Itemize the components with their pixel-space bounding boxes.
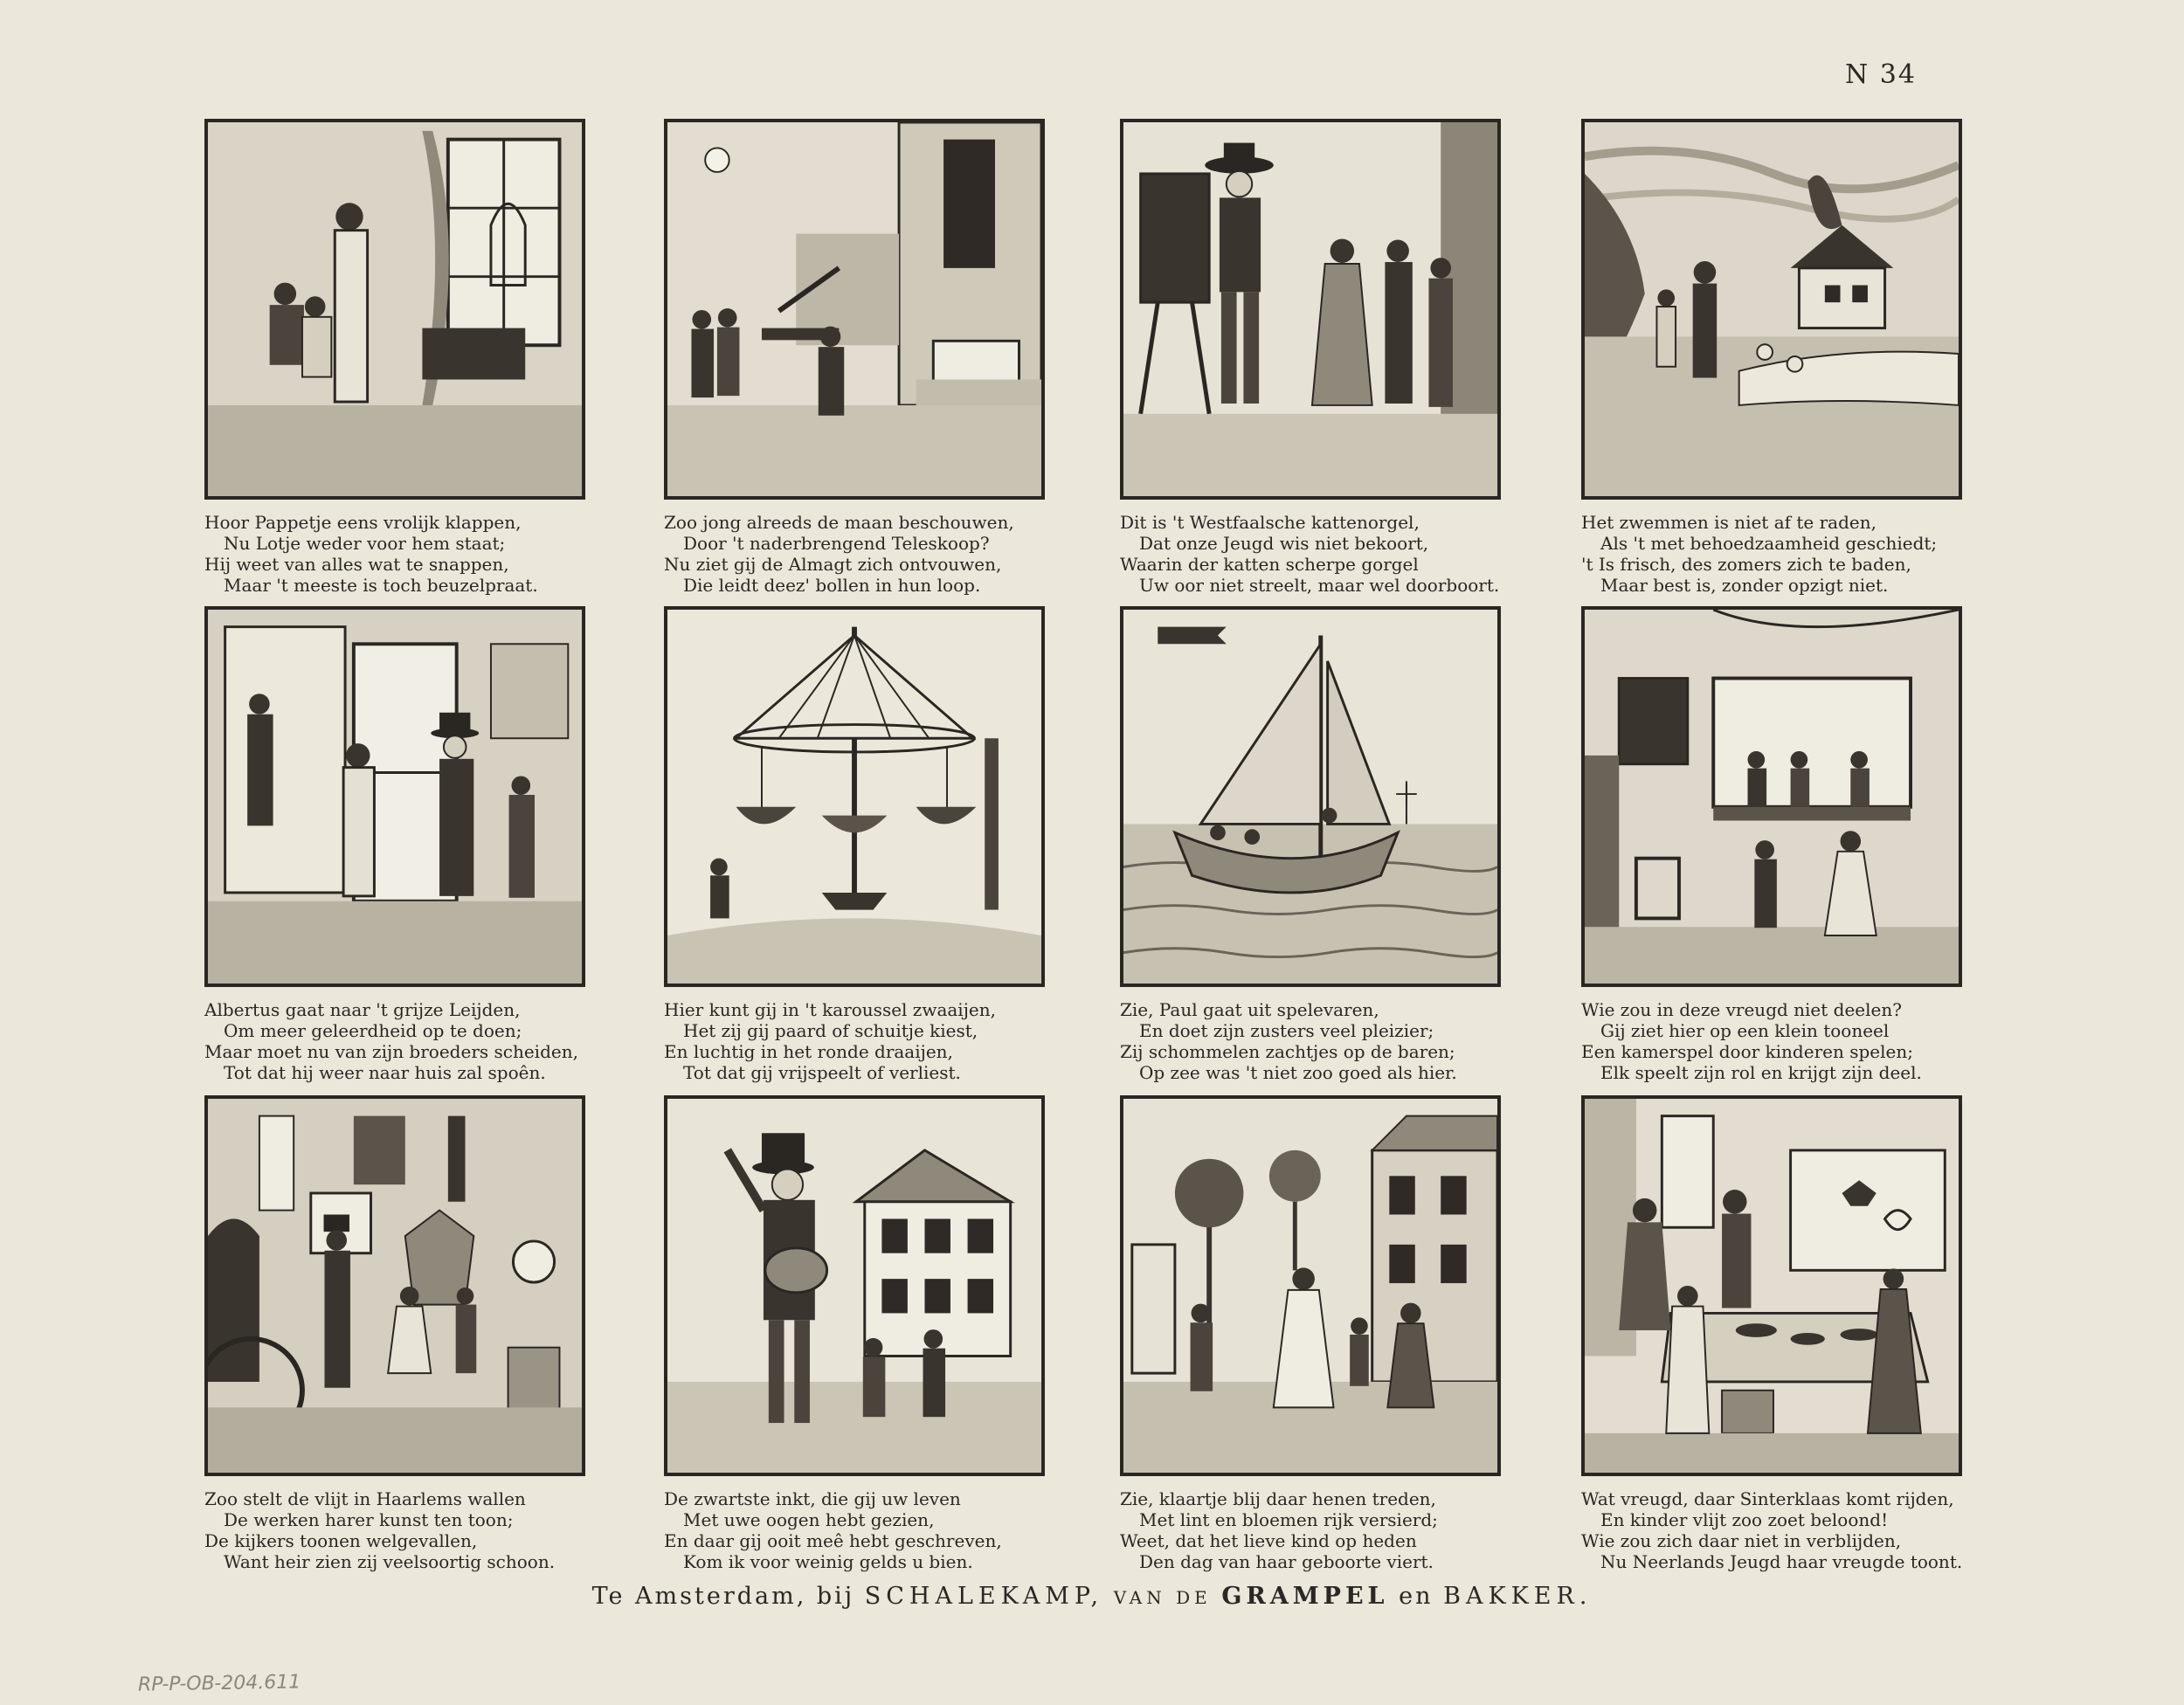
verse-sinterklaas [1581,1488,1962,1572]
panel-theatre [1581,606,1962,1083]
verse-line: En doet zijn zusters veel pleizier; [1139,1020,1434,1041]
verse-theatre [1581,999,1962,1083]
verse-line: Met lint en bloemen rijk versierd; [1139,1509,1438,1530]
verse-swimming [1581,512,1962,596]
sailing-illustration [1123,610,1497,984]
verse-line: Kom ik voor weinig gelds u bien. [683,1551,973,1572]
verse-line: Want heir zien zij veelsoortig schoon. [224,1551,556,1572]
verse-line: Zoo jong alreeds de maan beschouwen, [664,512,1014,533]
verse-line: Zij schommelen zachtjes op de baren; [1120,1041,1455,1062]
accession-number: RP-P-OB-204.611 [137,1671,301,1696]
verse-line: De zwartste inkt, die gij uw leven [664,1488,961,1509]
woodcut-family-interior-birdcage [204,119,585,500]
family-interior-illustration [208,122,582,496]
woodcut-ink-seller [664,1095,1045,1476]
verse-line: En luchtig in het ronde draaijen, [664,1041,953,1062]
panel-sinterklaas [1581,1095,1962,1572]
imprint-and: en [1399,1583,1434,1610]
panel-museum [204,1095,585,1572]
verse-line: De kijkers toonen welgevallen, [204,1530,478,1551]
telescope-illustration [667,122,1041,496]
panel-carousel [664,606,1045,1083]
verse-line: Zoo stelt de vlijt in Haarlems wallen [204,1488,526,1509]
panel-swimming [1581,119,1962,596]
verse-line: Het zij gij paard of schuitje kiest, [683,1020,978,1041]
panel-telescope [664,119,1045,596]
verse-cat-organ [1120,512,1501,596]
verse-line: Op zee was 't niet zoo goed als hier. [1139,1062,1457,1083]
verse-line: Zie, Paul gaat uit spelevaren, [1120,999,1379,1020]
verse-line: Nu ziet gij de Almagt zich ontvouwen, [664,554,1002,575]
woodcut-museum-haarlem [204,1095,585,1476]
verse-line: Maar 't meeste is toch beuzelpraat. [224,575,538,596]
sinterklaas-illustration [1585,1099,1959,1473]
verse-line: Met uwe oogen hebt gezien, [683,1509,935,1530]
verse-line: Een kamerspel door kinderen spelen; [1581,1041,1913,1062]
cat-organ-illustration [1123,122,1497,496]
panel-cat-organ [1120,119,1501,596]
verse-line: Wie zou in deze vreugd niet deelen? [1581,999,1902,1020]
verse-line: Maar best is, zonder opzigt niet. [1600,575,1889,596]
sheet-number: N 34 [1845,59,1917,90]
verse-line: Nu Neerlands Jeugd haar vreugde toont. [1600,1551,1963,1572]
imprint-publisher-3: BAKKER. [1443,1583,1593,1610]
woodcut-westphalian-cat-organ [1120,119,1501,500]
imprint-publisher-1: SCHALEKAMP, [864,1583,1104,1610]
verse-line: Door 't naderbrengend Teleskoop? [683,533,990,554]
verse-line: Albertus gaat naar 't grijze Leijden, [204,999,521,1020]
verse-line: Dat onze Jeugd wis niet bekoort, [1139,533,1429,554]
verse-line: Wat vreugd, daar Sinterklaas komt rijden, [1581,1488,1954,1509]
panel-ink-seller [664,1095,1045,1572]
verse-museum [204,1488,585,1572]
verse-line: Dit is 't Westfaalsche kattenorgel, [1120,512,1420,533]
verse-line: Als 't met behoedzaamheid geschiedt; [1600,533,1938,554]
verse-line: De werken harer kunst ten toon; [224,1509,514,1530]
verse-ink-seller [664,1488,1045,1572]
verse-line: Gij ziet hier op een klein tooneel [1600,1020,1890,1041]
verse-line: Om meer geleerdheid op te doen; [224,1020,522,1041]
verse-line: Wie zou zich daar niet in verblijden, [1581,1530,1902,1551]
verse-line: Elk speelt zijn rol en krijgt zijn deel. [1600,1062,1922,1083]
verse-line: Weet, dat het lieve kind op heden [1120,1530,1417,1551]
verse-line: Tot dat gij vrijspeelt of verliest. [683,1062,961,1083]
verse-line: Nu Lotje weder voor hem staat; [224,533,506,554]
verse-line: Hier kunt gij in 't karoussel zwaaijen, [664,999,996,1020]
verse-line: Maar moet nu van zijn broeders scheiden, [204,1041,578,1062]
panel-sailing [1120,606,1501,1083]
panel-birthday [1120,1095,1501,1572]
verse-line: Die leidt deez' bollen in hun loop. [683,575,981,596]
verse-telescope [664,512,1045,596]
verse-farewell [204,999,585,1083]
verse-line: 't Is frisch, des zomers zich te baden, [1581,554,1911,575]
imprint-publisher-2: GRAMPEL [1221,1583,1389,1610]
verse-birthday [1120,1488,1501,1572]
farewell-illustration [208,610,582,984]
birthday-illustration [1123,1099,1497,1473]
swimming-illustration [1585,122,1959,496]
imprint-connector: VAN DE [1113,1587,1212,1608]
verse-sailing [1120,999,1501,1083]
verse-line: Waarin der katten scherpe gorgel [1120,554,1419,575]
verse-line: Den dag van haar geboorte viert. [1139,1551,1434,1572]
carousel-illustration [667,610,1041,984]
woodcut-sinterklaas-market [1581,1095,1962,1476]
woodcut-boys-with-telescope [664,119,1045,500]
verse-line: En daar gij ooit meê hebt geschreven, [664,1530,1002,1551]
woodcut-farewell-at-doorway [204,606,585,987]
woodcut-carousel [664,606,1045,987]
publisher-imprint [0,1583,2184,1610]
woodcut-childrens-theatre [1581,606,1962,987]
verse-line: Hoor Pappetje eens vrolijk klappen, [204,512,522,533]
verse-family-interior [204,512,585,596]
verse-line: Hij weet van alles wat te snappen, [204,554,509,575]
imprint-place: Te Amsterdam, bij [591,1583,855,1610]
verse-line: En kinder vlijt zoo zoet beloond! [1600,1509,1889,1530]
verse-line: Het zwemmen is niet af te raden, [1581,512,1876,533]
verse-carousel [664,999,1045,1083]
panel-family-interior [204,119,585,596]
theatre-illustration [1585,610,1959,984]
panel-farewell [204,606,585,1083]
museum-illustration [208,1099,582,1473]
verse-line: Tot dat hij weer naar huis zal spoên. [224,1062,546,1083]
woodcut-birthday-garden [1120,1095,1501,1476]
verse-line: Uw oor niet streelt, maar wel doorboort. [1139,575,1500,596]
woodcut-swimming-by-river [1581,119,1962,500]
ink-seller-illustration [667,1099,1041,1473]
woodcut-sailing-boat [1120,606,1501,987]
verse-line: Zie, klaartje blij daar henen treden, [1120,1488,1436,1509]
